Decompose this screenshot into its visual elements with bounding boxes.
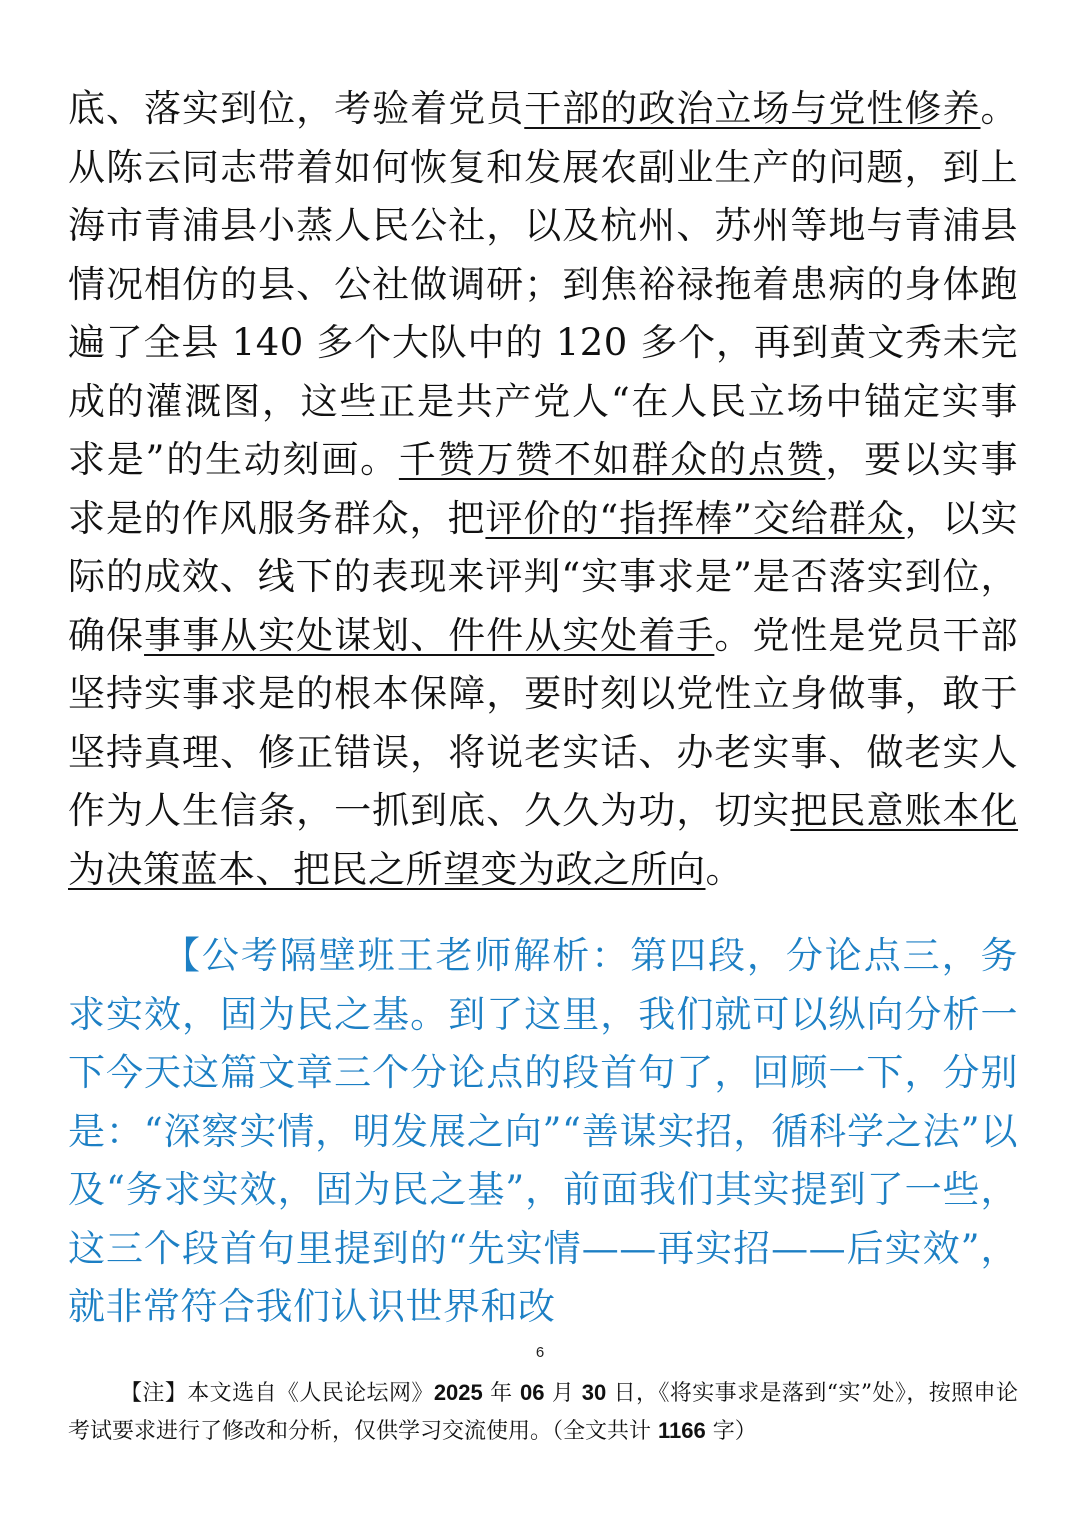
body-text-segment: ，以实际的成效、线下的表现来评判“实事求是”是否落实到位，确保	[68, 496, 1019, 657]
footnote-text: 年	[482, 1381, 520, 1406]
footnote-text: 【注】本文选自《人民论坛网》	[120, 1381, 434, 1406]
underlined-phrase: 千赞万赞不如群众的点赞	[398, 438, 826, 481]
underlined-phrase: 评价的“指挥棒”交给群众	[485, 496, 905, 540]
footnote	[68, 1374, 1018, 1450]
body-text-segment: 。	[705, 847, 743, 891]
page-number: 6	[535, 1344, 545, 1361]
footnote-word-count: 1166	[658, 1418, 706, 1443]
body-text-segment: 。从陈云同志带着如何恢复和发展农副业生产的问题，到上海市青浦县小蒸人民公社，以及杭州、苏州等地与青浦县情况相仿的县、公社做调研；到焦裕禄拖着患病的身体跑遍了全县 140 多个大队中的 120 多个，再到黄文秀未完成的灌溉图，这些正是共产党人“在人民立场中锚定实事求是”的生动刻画。	[68, 87, 1018, 481]
analysis-text: 【公考隔壁班王老师解析：第四段，分论点三，务求实效，固为民之基。到了这里，我们就可以纵向分析一下今天这篇文章三个分论点的段首句了，回顾一下，分别是：“深察实情，明发展之向”“善谋实招，循科学之法”以及“务求实效，固为民之基”，前面我们其实提到了一些，这三个段首句里提到的“先实情——再实招——后实效”，就非常符合我们认识世界和改	[68, 934, 1018, 1328]
underlined-phrase: 干部的政治立场与党性修养	[524, 87, 981, 130]
teacher-analysis-paragraph	[68, 927, 1018, 1337]
footnote-month: 06	[520, 1380, 545, 1405]
underlined-phrase: 把民意账本化为决策蓝本、把民之所望变为政之所向	[68, 789, 1019, 891]
body-text-segment: 底、落实到位，考验着党员	[68, 87, 525, 130]
footnote-text: 月	[544, 1381, 582, 1406]
body-paragraph	[68, 80, 1018, 899]
footnote-text: 字）	[705, 1419, 757, 1444]
body-text-segment: 。党性是党员干部坚持实事求是的根本保障，要时刻以党性立身做事，敢于坚持真理、修正错误，将说老实话、办老实事、做老实人作为人生信条，一抓到底、久久为功，切实	[68, 613, 1019, 832]
underlined-phrase: 事事从实处谋划、件件从实处着手	[144, 613, 715, 657]
footnote-year: 2025	[433, 1380, 483, 1405]
footnote-text: 日，《将实事求是落到“实”处》，按照申论考试要求进行了修改和分析，仅供学习交流使用。（全文共计	[68, 1381, 1018, 1444]
footnote-day: 30	[581, 1380, 607, 1405]
body-text-segment: ，要以实事求是的作风服务群众，把	[68, 438, 1019, 540]
